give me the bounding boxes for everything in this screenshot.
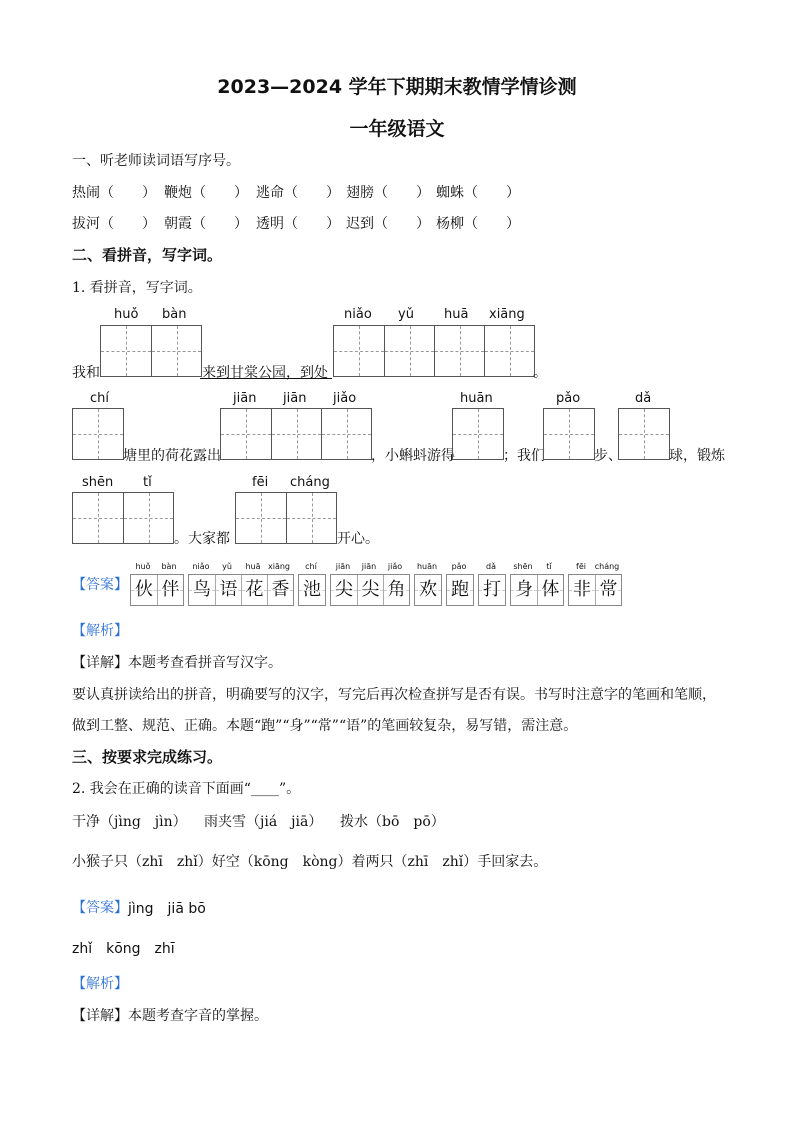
word-item: 蜘蛛（ ） [436,185,520,201]
answer-box [446,574,474,606]
word-item: 杨柳（ ） [436,216,520,232]
answer-pinyin: niǎo [192,562,210,571]
answer-pinyin: xiāng [267,562,290,571]
grid-cell[interactable] [123,493,173,543]
answer-char: 常 [595,575,621,605]
answer-char: 伴 [157,575,183,605]
answer-pinyin: shēn [513,562,533,571]
word-item: 热闹（ ） [72,185,156,201]
sentence-text: ；我们 [503,448,545,464]
pinyin-label: tǐ [143,475,152,490]
word-item: 朝霞（ ） [164,216,248,232]
pronunciation-item: 干净（jìng jìn） [72,814,187,830]
page-title: 2023—2024 学年下期期末教情学情诊测 [217,76,577,98]
grid-cell[interactable] [286,493,336,543]
writing-grid[interactable] [618,408,670,460]
answer-box [414,574,442,606]
sentence-text: 球，锻炼 [669,448,725,464]
page-subtitle: 一年级语文 [349,118,445,140]
pinyin-label: dǎ [635,391,652,406]
answer-label: 【答案】 [72,900,128,916]
answer-pinyin: pǎo [451,562,467,571]
sentence-text: 我和 [72,365,100,381]
answer-char: 花 [241,575,267,605]
word-item: 鞭炮（ ） [164,185,248,201]
grid-cell[interactable] [453,409,503,459]
word-item: 拔河（ ） [72,216,156,232]
answer-char: 伙 [131,575,157,605]
word-item: 迟到（ ） [346,216,430,232]
answer-pinyin: huān [416,562,438,571]
answer-char: 尖 [357,575,383,605]
answer-box [188,574,294,606]
answer-pinyin: huā [245,562,261,571]
word-item: 逃命（ ） [256,185,340,201]
grid-cell[interactable] [321,409,371,459]
answer-box [298,574,326,606]
analysis-label: 【解析】 [72,623,128,639]
answer-char: 跑 [447,575,473,605]
answer-pinyin: jiān [361,562,377,571]
analysis-label: 【解析】 [72,976,128,992]
grid-cell[interactable] [544,409,594,459]
word-item: 透明（ ） [256,216,340,232]
pinyin-label: huǒ [114,307,139,322]
answer-box [478,574,506,606]
section2-heading: 二、看拼音，写字词。 [72,246,223,264]
answer-char: 身 [511,575,537,605]
sentence-text: 。大家都 [174,531,230,547]
sentence-text: ，小蝌蚪游得 [371,448,455,464]
pronunciation-sentence: 小猴子只（zhī zhǐ）好空（kōng kòng）着两只（zhī zhǐ）手回家去。 [72,854,548,870]
writing-grid[interactable] [72,408,124,460]
answer-pinyin: chí [305,562,317,571]
pinyin-label: huā [444,307,469,322]
writing-grid[interactable] [72,492,174,544]
answer-text: jìng jiā bō [128,901,206,917]
detail-text: 【详解】本题考查看拼音写汉字。 [72,655,282,671]
pinyin-label: yǔ [398,307,414,322]
grid-cell[interactable] [619,409,669,459]
pinyin-label: jiān [233,391,257,406]
answer-pinyin: dǎ [486,562,496,571]
question-1: 1. 看拼音，写字词。 [72,280,202,296]
grid-cell[interactable] [151,326,201,376]
answer-char: 角 [383,575,409,605]
answer-char: 池 [299,575,325,605]
answer-pinyin: jiǎo [387,562,403,571]
answer-char: 香 [267,575,293,605]
word-item: 翅膀（ ） [346,185,430,201]
writing-grid[interactable] [333,325,535,377]
pinyin-label: jiān [283,391,307,406]
answer-pinyin: fēi [576,562,586,571]
answer-box [130,574,184,606]
pronunciation-item: 雨夹雪（jiá jiā） [204,814,323,830]
pinyin-label: jiǎo [333,391,357,406]
writing-grid[interactable] [543,408,595,460]
answer-char: 体 [537,575,563,605]
pinyin-label: bàn [162,307,187,322]
answer-text: zhǐ kōng zhī [72,941,175,957]
answer-pinyin: bàn [161,562,177,571]
answer-pinyin: jiān [335,562,351,571]
answer-char: 打 [479,575,505,605]
answer-pinyin: yǔ [222,562,232,571]
pinyin-label: fēi [252,475,269,490]
sentence-text: 。 [533,365,547,381]
answer-pinyin: cháng [594,562,620,571]
section3-heading: 三、按要求完成练习。 [72,748,223,766]
answer-char: 鸟 [189,575,215,605]
answer-label: 【答案】 [72,577,128,593]
pinyin-label: niǎo [344,307,372,322]
answer-box [510,574,564,606]
pinyin-label: huān [460,391,493,406]
pronunciation-item: 拨水（bō pō） [340,814,445,830]
answer-char: 语 [215,575,241,605]
grid-cell[interactable] [271,409,321,459]
grid-cell[interactable] [236,493,286,543]
answer-box [568,574,622,606]
writing-grid[interactable] [100,325,202,377]
sentence-text: 开心。 [337,531,379,547]
writing-grid[interactable] [452,408,504,460]
grid-cell[interactable] [484,326,534,376]
pinyin-label: shēn [82,475,114,490]
question-2: 2. 我会在正确的读音下面画“____”。 [72,781,301,797]
sentence-text: 塘里的荷花露出 [123,448,221,464]
grid-cell[interactable] [73,409,123,459]
answer-pinyin: tǐ [546,562,552,571]
pinyin-label: chí [90,391,109,406]
grid-cell[interactable] [384,326,434,376]
pinyin-label: pǎo [556,391,581,406]
pinyin-label: xiāng [489,307,525,322]
answer-pinyin: huǒ [135,562,151,571]
explanation-text: 做到工整、规范、正确。本题“跑”“身”“常”“语”的笔画较复杂，易写错，需注意。 [72,718,578,734]
answer-char: 尖 [331,575,357,605]
writing-grid[interactable] [235,492,337,544]
sentence-text: 来到甘棠公园，到处 [202,365,328,381]
underline [200,378,332,379]
answer-box [330,574,410,606]
grid-cell[interactable] [73,493,123,543]
grid-cell[interactable] [434,326,484,376]
detail-text: 【详解】本题考查字音的掌握。 [72,1008,268,1024]
answer-char: 欢 [415,575,441,605]
grid-cell[interactable] [101,326,151,376]
grid-cell[interactable] [334,326,384,376]
answer-char: 非 [569,575,595,605]
grid-cell[interactable] [221,409,271,459]
writing-grid[interactable] [220,408,372,460]
section1-heading: 一、听老师读词语写序号。 [72,153,240,169]
pinyin-label: cháng [290,475,330,490]
sentence-text: 步、 [594,448,622,464]
explanation-text: 要认真拼读给出的拼音，明确要写的汉字，写完后再次检查拼写是否有误。书写时注意字的笔画和笔顺， [72,687,716,703]
